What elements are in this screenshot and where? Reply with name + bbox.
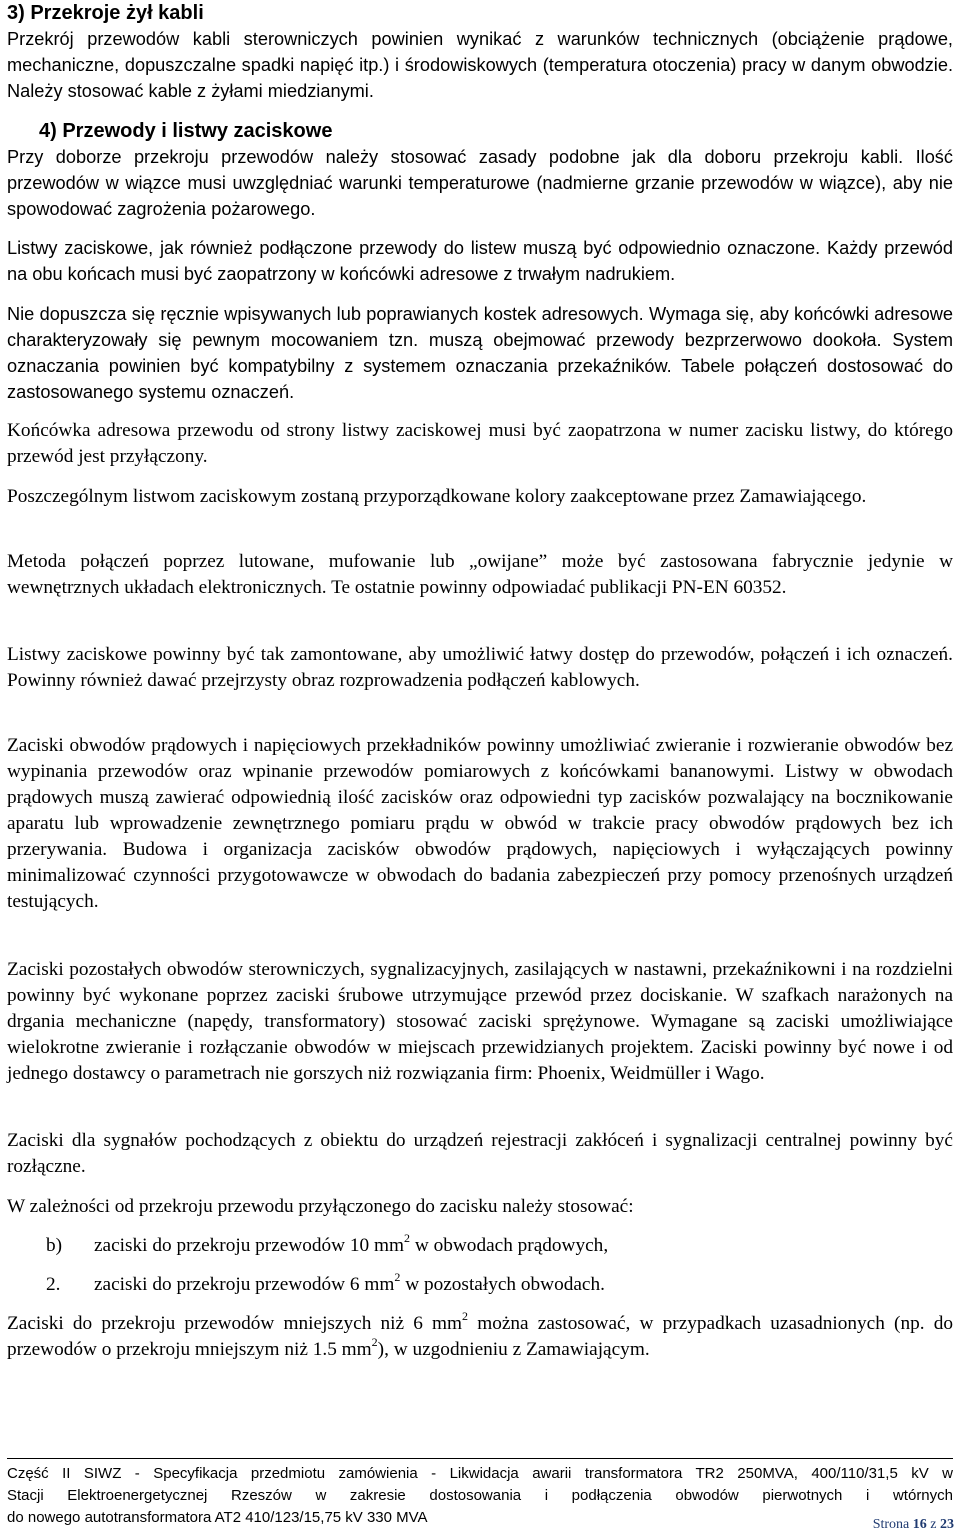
list-item bbox=[7, 1230, 953, 1259]
paragraph-12-part-c: ), w uzgodnieniu z Zamawiającym. bbox=[377, 1339, 650, 1360]
section-3-paragraph: Przekrój przewodów kabli sterowniczych powinien wynikać z warunków technicznych (obciążenie prądowe, mechaniczne, dopuszczalne spadki napięć itp.) i środowiskowych (temperatura otoczenia) pracy w danym obwodzie. Należy stosować kable z żyłami miedzianymi. bbox=[7, 29, 953, 101]
list-item-text: zaciski do przekroju przewodów 6 mm bbox=[94, 1274, 395, 1295]
paragraph-1: Przy doborze przekroju przewodów należy stosować zasady podobne jak dla doboru przekroju kabli. Ilość przewodów w wiązce musi uwzględniać warunki temperaturowe (nadmierne grzanie przewodów w wiązce), aby nie spowodować zagrożenia pożarowego. bbox=[7, 147, 953, 219]
footer-line-2: Stacji Elektroenergetycznej Rzeszów w zakresie dostosowania i podłączenia obwodów pierwotnych i wtórnych bbox=[7, 1487, 953, 1504]
superscript: 2 bbox=[404, 1230, 411, 1245]
page-number-total: 23 bbox=[940, 1517, 954, 1532]
footer-line-3: do nowego autotransformatora AT2 410/123/15,75 kV 330 MVA bbox=[7, 1509, 428, 1526]
paragraph-12-part-b: można zastosować, w przypadkach uzasadnionych (np. do przewodów o przekroju mniejszym niż 1.5 mm bbox=[7, 1313, 954, 1360]
paragraph-5: Poszczególnym listwom zaciskowym zostaną przyporządkowane kolory zaakceptowane przez Zamawiającego. bbox=[7, 486, 867, 507]
paragraph-10: Zaciski dla sygnałów pochodzących z obiektu do urządzeń rejestracji zakłóceń i sygnalizacji centralnej powinny być rozłączne. bbox=[7, 1130, 953, 1177]
page-number bbox=[873, 1517, 954, 1533]
paragraph-12 bbox=[7, 1308, 954, 1363]
list-marker: b) bbox=[46, 1235, 63, 1256]
page-number-prefix: Strona bbox=[872, 1517, 913, 1532]
footer bbox=[7, 1463, 953, 1507]
list-item-text: zaciski do przekroju przewodów 10 mm bbox=[94, 1235, 405, 1256]
paragraph-11: W zależności od przekroju przewodu przyłączonego do zacisku należy stosować: bbox=[7, 1196, 634, 1217]
page-number-current: 16 bbox=[912, 1517, 927, 1532]
section-3-heading: 3) Przekroje żył kabli bbox=[7, 2, 204, 24]
paragraph-2: Listwy zaciskowe, jak również podłączone przewody do listew muszą być odpowiednio oznaczone. Każdy przewód na obu końcach musi być zaopatrzony w końcówki adresowe z trwałym nadrukiem. bbox=[7, 238, 953, 284]
footer-divider bbox=[7, 1458, 953, 1459]
paragraph-12-part-a: Zaciski do przekroju przewodów mniejszych niż 6 mm bbox=[7, 1313, 463, 1334]
paragraph-9: Zaciski pozostałych obwodów sterowniczych, sygnalizacyjnych, zasilających w nastawni, przekaźnikowni i na rozdzielni powinny być wykonane poprzez zaciski śrubowe utrzymujące przewód przez dociskanie. W szafkach narażonych na drgania mechaniczne (napędy, transformatory) stosować zaciski sprężynowe. Wymagane są zaciski umożliwiające wielokrotne zwieranie i rozłączanie obwodów w miejscach przewidzianych projektem. Zaciski powinny być nowe i od jednego dostawcy o parametrach nie gorszych niż rozwiązania firm: Phoenix, Weidmüller i Wago. bbox=[7, 959, 953, 1084]
list-item-text-end: w pozostałych obwodach. bbox=[400, 1274, 605, 1295]
page-number-separator: z bbox=[926, 1517, 940, 1532]
paragraph-3: Nie dopuszcza się ręcznie wpisywanych lub poprawianych kostek adresowych. Wymaga się, aby końcówki adresowe charakteryzowały się pewnym mocowaniem tzn. muszą obejmować przewody bezprzerwowo dookoła. System oznaczania powinien być kompatybilny z systemem oznaczania przekaźników. Tabele połączeń dostosować do zastosowanego systemu oznaczeń. bbox=[7, 304, 953, 402]
paragraph-7: Listwy zaciskowe powinny być tak zamontowane, aby umożliwić łatwy dostęp do przewodów, połączeń i ich oznaczeń. Powinny również dawać przejrzysty obraz rozprowadzenia podłączeń kablowych. bbox=[7, 644, 953, 691]
paragraph-6: Metoda połączeń poprzez lutowane, mufowanie lub „owijane” może być zastosowana fabrycznie jedynie w wewnętrznych układach elektronicznych. Te ostatnie powinny odpowiadać publikacji PN-EN 60352. bbox=[7, 551, 953, 598]
list-item-text-end: w obwodach prądowych, bbox=[410, 1235, 609, 1256]
superscript: 2 bbox=[462, 1308, 469, 1323]
paragraph-8: Zaciski obwodów prądowych i napięciowych przekładników powinny umożliwiać zwieranie i rozwieranie obwodów bez wypinania przewodów oraz wpinanie przewodów pomiarowych z końcówkami bananowymi. Listwy w obwodach prądowych muszą zawierać odpowiednią ilość zacisków oraz odpowiedni typ zacisków pozwalający na bocznikowanie aparatu lub wprowadzenie zewnętrznego pomiaru prądu w obwód w trakcie pracy obwodów prądowych bez ich przerywania. Budowa i organizacja zacisków obwodów prądowych, napięciowych i wyłączających powinny minimalizować czynności przygotowawcze w obwodach do badania zabezpieczeń przy pomocy przenośnych urządzeń testujących. bbox=[7, 735, 953, 912]
superscript: 2 bbox=[371, 1334, 378, 1349]
list-marker: 2. bbox=[46, 1274, 61, 1295]
footer-line-1: Część II SIWZ - Specyfikacja przedmiotu zamówienia - Likwidacja awarii transformatora TR2 250MVA, 400/110/31,5 kV w bbox=[7, 1465, 953, 1482]
list-item bbox=[7, 1269, 953, 1298]
superscript: 2 bbox=[394, 1269, 401, 1284]
paragraph-4: Końcówka adresowa przewodu od strony listwy zaciskowej musi być zaopatrzona w numer zacisku listwy, do którego przewód jest przyłączony. bbox=[7, 420, 953, 467]
section-4-heading: 4) Przewody i listwy zaciskowe bbox=[39, 120, 333, 142]
